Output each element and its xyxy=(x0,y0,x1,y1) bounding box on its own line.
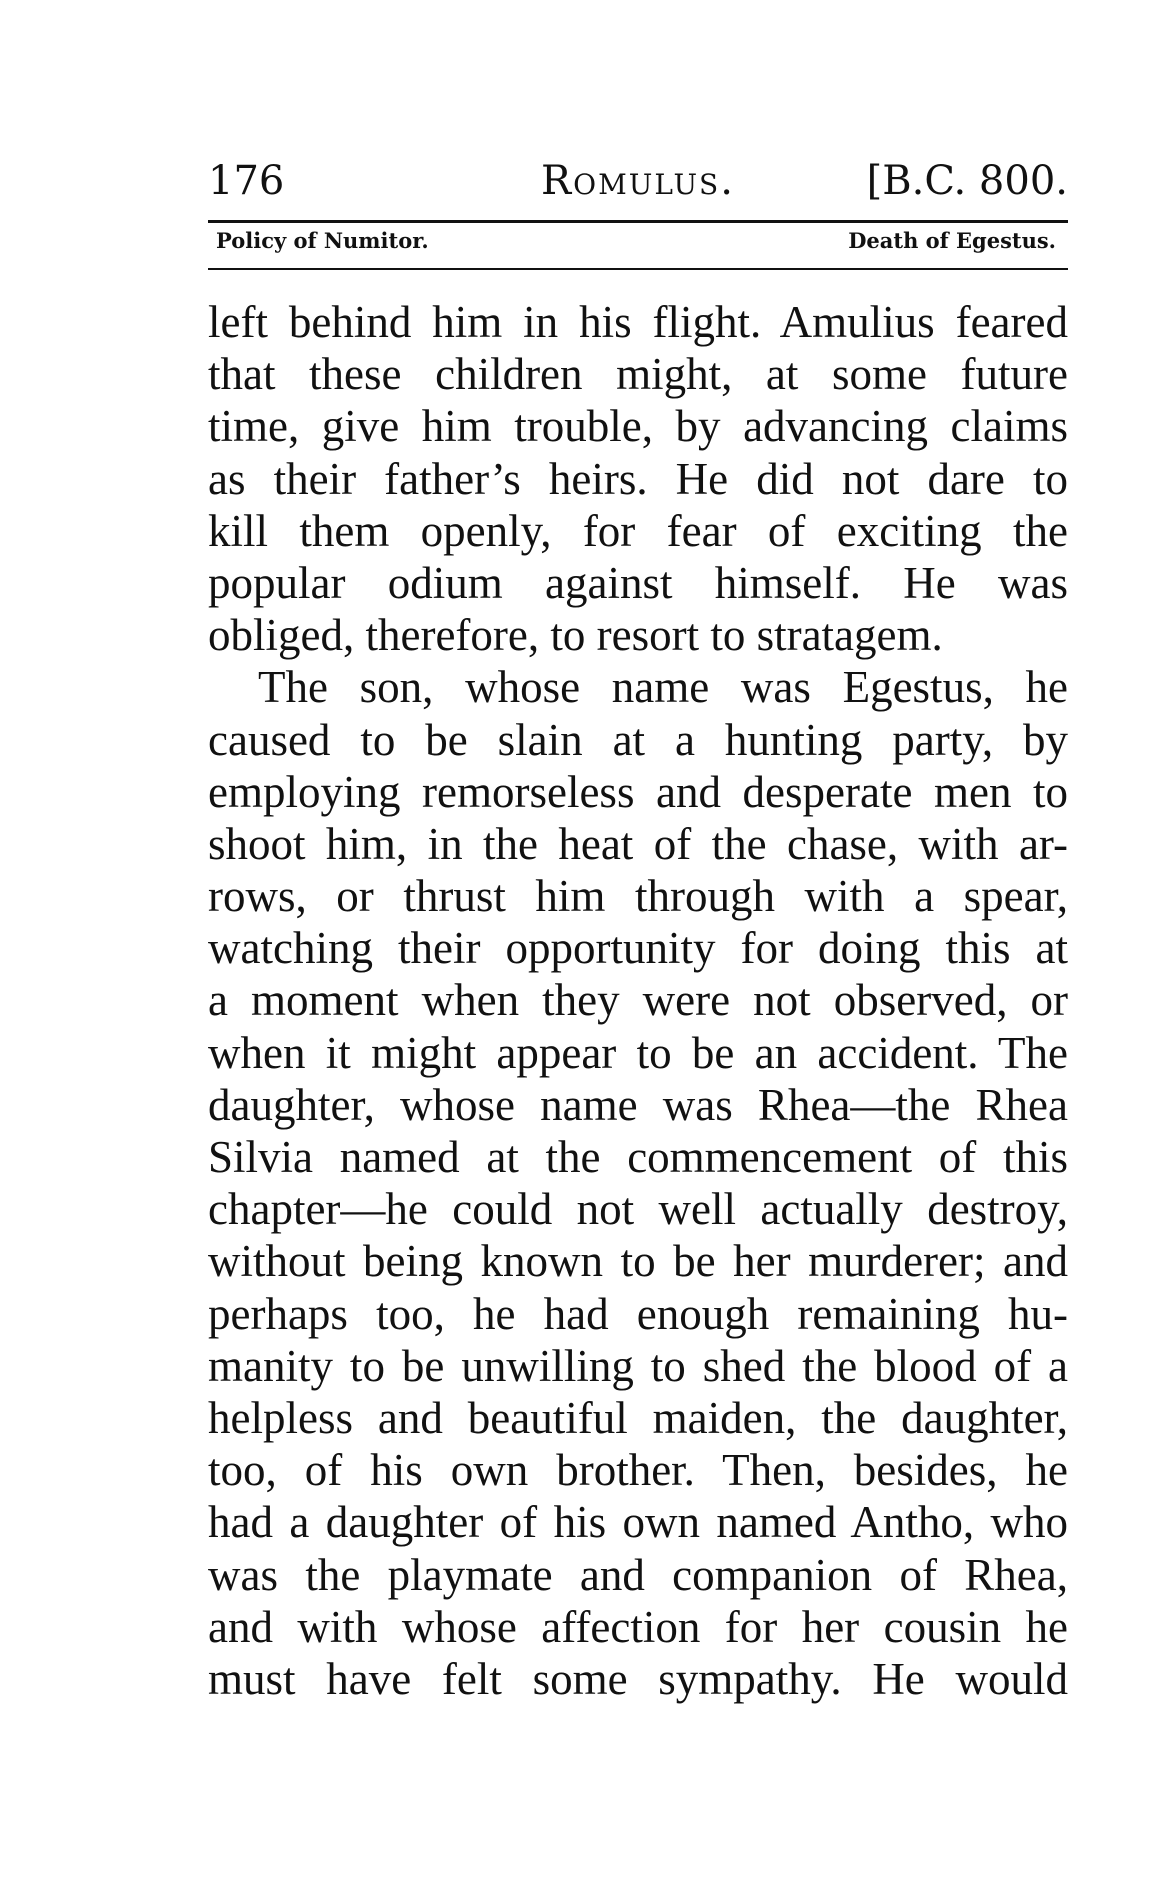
side-heading-right: Death of Egestus. xyxy=(848,228,1056,253)
text-line: employing remorseless and desperate men to xyxy=(208,766,1068,817)
text-line: that these children might, at some future xyxy=(208,349,1068,400)
text-line: had a daughter of his own named Antho, who xyxy=(208,1497,1068,1548)
text-line: and with whose affection for her cousin he xyxy=(208,1601,1068,1652)
text-line: chapter—he could not well actually destroy, xyxy=(208,1184,1068,1235)
text-line: when it might appear to be an accident. The xyxy=(208,1027,1068,1078)
text-line: obliged, therefore, to resort to stratagem. xyxy=(208,610,943,661)
text-line: rows, or thrust him through with a spear, xyxy=(208,871,1068,922)
book-title: Romulus. xyxy=(541,158,735,204)
text-line: The son, whose name was Egestus, he xyxy=(258,662,1068,713)
text-line: daughter, whose name was Rhea—the Rhea xyxy=(208,1079,1068,1130)
text-line: caused to be slain at a hunting party, by xyxy=(208,714,1068,765)
text-line: too, of his own brother. Then, besides, he xyxy=(208,1445,1068,1496)
text-line: Silvia named at the commencement of this xyxy=(208,1132,1068,1182)
text-line: manity to be unwilling to shed the blood of a xyxy=(208,1340,1068,1391)
text-line: shoot him, in the heat of the chase, with ar- xyxy=(208,818,1068,869)
text-line: helpless and beautiful maiden, the daughter, xyxy=(208,1392,1068,1443)
text-line: without being known to be her murderer; and xyxy=(208,1236,1068,1287)
text-line: time, give him trouble, by advancing claims xyxy=(208,401,1068,452)
text-line: popular odium against himself. He was xyxy=(208,557,1068,608)
side-heading-left: Policy of Numitor. xyxy=(216,228,429,253)
text-line: watching their opportunity for doing this at xyxy=(208,923,1068,974)
text-line: perhaps too, he had enough remaining hu- xyxy=(208,1288,1068,1339)
text-line: a moment when they were not observed, or xyxy=(208,975,1068,1026)
body-text xyxy=(208,296,1068,1705)
text-line: left behind him in his flight. Amulius feared xyxy=(208,297,1068,347)
running-head xyxy=(208,158,1068,214)
header-rule-top xyxy=(208,220,1068,223)
text-line: was the playmate and companion of Rhea, xyxy=(208,1549,1068,1600)
text-line: must have felt some sympathy. He would xyxy=(208,1653,1068,1704)
text-line: kill them openly, for fear of exciting the xyxy=(208,505,1068,556)
date-reference: [B.C. 800. xyxy=(866,158,1068,204)
page-number: 176 xyxy=(208,158,285,204)
side-headings xyxy=(216,228,1056,258)
text-line: as their father’s heirs. He did not dare to xyxy=(208,453,1068,504)
header-rule-bottom xyxy=(208,268,1068,270)
